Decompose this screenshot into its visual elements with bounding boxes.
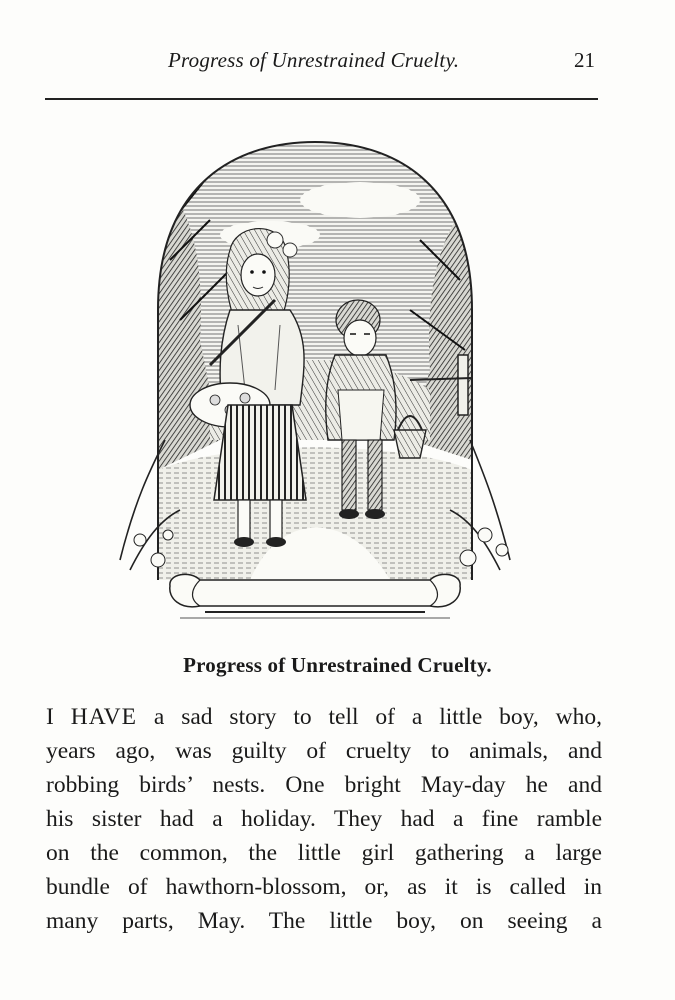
body-line: years ago, was guilty of cruelty to animals, and [46,738,602,764]
body-line-1 [46,700,602,734]
body-paragraph [46,700,602,938]
body-line: bundle of hawthorn-blossom, or, as it is called in [46,874,602,900]
figure-caption: Progress of Unrestrained Cruelty. [183,653,492,677]
line-1-rest: a sad story to tell of a little boy, who, [153,704,603,730]
small-caps-word: HAVE [70,704,137,730]
page-number: 21 [574,48,595,72]
engraving-illustration [110,140,520,640]
header-rule [45,98,598,100]
body-line: on the common, the little girl gathering a large [46,840,602,866]
body-line: many parts, May. The little boy, on seeing a [46,908,602,934]
running-head [0,48,675,78]
body-line: robbing birds’ nests. One bright May-day he and [46,772,602,798]
running-title: Progress of Unrestrained Cruelty. [168,48,460,72]
body-line: his sister had a holiday. They had a fine ramble [46,806,602,832]
drop-word: I [46,704,54,730]
